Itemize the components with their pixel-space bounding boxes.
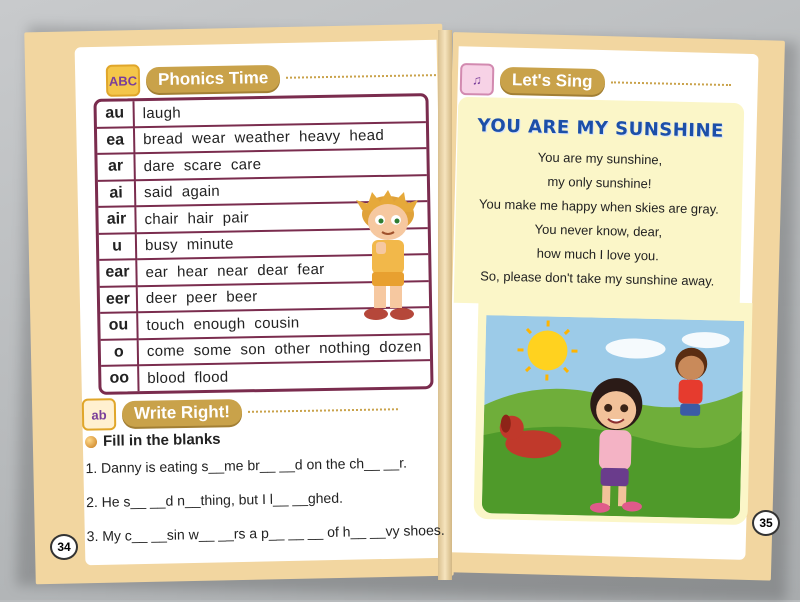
phonics-words: blood flood <box>139 361 430 391</box>
phonics-words: touch enough cousin <box>138 308 429 340</box>
bullet-ball-icon <box>85 435 97 447</box>
page-number-right: 35 <box>752 510 780 536</box>
phonics-words: deer peer beer <box>138 282 429 314</box>
lyric-line: You never know, dear, <box>455 220 741 241</box>
lets-sing-title: Let's Sing <box>500 67 605 95</box>
write-right-header <box>82 393 399 431</box>
song-title: YOU ARE MY SUNSHINE <box>457 115 743 142</box>
dotted-rule <box>286 74 436 79</box>
cartoon-boy-illustration <box>346 186 430 326</box>
write-right-title: Write Right! <box>122 399 242 427</box>
page-number-left: 34 <box>50 534 78 560</box>
song-lyrics-box <box>454 97 745 309</box>
phonics-sound: u <box>99 234 137 261</box>
phonics-title: Phonics Time <box>146 65 281 93</box>
phonics-sound: ea <box>97 128 135 155</box>
phonics-words: laugh <box>134 96 425 128</box>
phonics-header <box>106 59 437 97</box>
abc-blocks-icon: ABC <box>106 64 141 97</box>
phonics-row <box>101 361 430 391</box>
phonics-words: said again <box>136 176 427 208</box>
phonics-sound: au <box>96 101 134 128</box>
instruction-text: Fill in the blanks <box>103 431 221 450</box>
phonics-words: busy minute <box>137 229 428 261</box>
phonics-sound: oo <box>101 366 139 391</box>
phonics-sound: ar <box>97 154 135 181</box>
exercise-item: 1. Danny is eating s__me br__ __d on the ch__ __r. <box>85 454 443 476</box>
phonics-words: come some son other nothing dozen <box>139 335 430 367</box>
phonics-words: dare scare care <box>135 149 426 181</box>
kids-sunshine-illustration <box>482 315 744 519</box>
lyric-line: So, please don't take my sunshine away. <box>454 268 740 289</box>
phonics-words: ear hear near dear fear <box>137 255 428 287</box>
lyric-line: You make me happy when skies are gray. <box>456 196 742 217</box>
lyric-line: my only sunshine! <box>456 172 742 193</box>
phonics-sound: ai <box>98 181 136 208</box>
write-right-exercise <box>85 427 445 562</box>
lyric-line: how much I love you. <box>455 244 741 265</box>
phonics-sound: ear <box>99 260 137 287</box>
dotted-rule <box>611 81 731 86</box>
phonics-sound: ou <box>100 313 138 340</box>
exercise-item: 3. My c__ __sin w__ __rs a p__ __ __ of h__ __vy shoes. <box>87 522 445 544</box>
phonics-sound: eer <box>100 287 138 314</box>
phonics-sound: air <box>98 207 136 234</box>
phonics-words: chair hair pair <box>136 202 427 234</box>
phonics-words: bread wear weather heavy head <box>135 123 426 155</box>
lyric-line: You are my sunshine, <box>457 148 743 169</box>
pencil-ab-icon: ab <box>82 398 117 431</box>
music-note-icon: ♫ <box>460 63 495 96</box>
phonics-sound: o <box>101 340 139 367</box>
dotted-rule <box>248 408 398 413</box>
lets-sing-header <box>460 63 731 101</box>
exercise-item: 2. He s__ __d n__thing, but I l__ __ghed. <box>86 488 444 510</box>
